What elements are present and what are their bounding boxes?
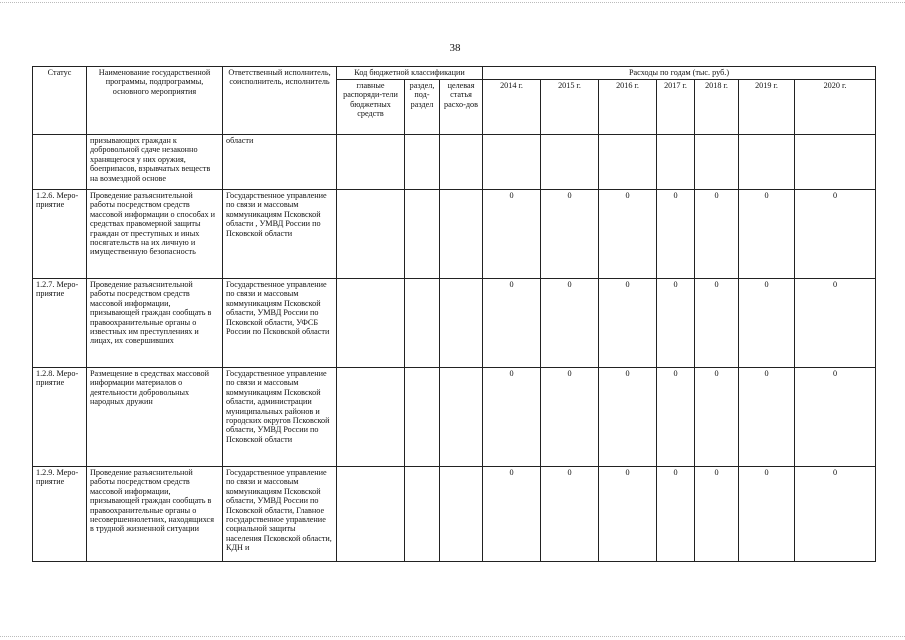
- value-cell: [483, 135, 541, 190]
- header-status: Статус: [33, 67, 87, 135]
- header-year: 2018 г.: [695, 80, 739, 135]
- header-name: Наименование государственной программы, подпрограммы, основного мероприятия: [87, 67, 223, 135]
- value-cell: 0: [739, 368, 795, 467]
- value-cell: [541, 135, 599, 190]
- header-section: раздел, под-раздел: [405, 80, 440, 135]
- status-cell: 1.2.6. Меро-приятие: [33, 190, 87, 279]
- value-cell: [795, 135, 876, 190]
- table-row: [33, 467, 876, 562]
- value-cell: 0: [541, 467, 599, 562]
- header-year: 2016 г.: [599, 80, 657, 135]
- budget-cell: [405, 135, 440, 190]
- table-row: [33, 190, 876, 279]
- budget-cell: [337, 467, 405, 562]
- value-cell: 0: [599, 190, 657, 279]
- value-cell: 0: [657, 467, 695, 562]
- value-cell: 0: [541, 190, 599, 279]
- value-cell: 0: [483, 279, 541, 368]
- table-row: [33, 368, 876, 467]
- value-cell: [599, 135, 657, 190]
- value-cell: 0: [599, 467, 657, 562]
- budget-cell: [405, 467, 440, 562]
- budget-cell: [405, 368, 440, 467]
- value-cell: 0: [599, 368, 657, 467]
- executor-cell: Государственное управление по связи и массовым коммуникациям Псковской области, УМВД России по Псковской области, Главное государственное управление социальной защиты населения Псковской области, КДН и: [223, 467, 337, 562]
- value-cell: 0: [739, 279, 795, 368]
- page-number: 38: [449, 42, 461, 54]
- table-row: [33, 279, 876, 368]
- value-cell: 0: [695, 368, 739, 467]
- scan-edge-bottom: [0, 636, 905, 637]
- budget-cell: [440, 135, 483, 190]
- value-cell: 0: [695, 467, 739, 562]
- value-cell: [695, 135, 739, 190]
- budget-table: [32, 66, 876, 562]
- status-cell: 1.2.8. Меро-приятие: [33, 368, 87, 467]
- header-target-item: целевая статья расхо-дов: [440, 80, 483, 135]
- value-cell: 0: [739, 467, 795, 562]
- value-cell: 0: [795, 279, 876, 368]
- header-main-managers: главные распоряди-тели бюджетных средств: [337, 80, 405, 135]
- value-cell: 0: [541, 279, 599, 368]
- budget-cell: [440, 368, 483, 467]
- value-cell: 0: [483, 368, 541, 467]
- budget-cell: [440, 190, 483, 279]
- scan-edge-top: [0, 2, 905, 3]
- name-cell: Проведение разъяснительной работы посредством средств массовой информации, призывающей граждан сообщать в правоохранительные органы о известных им преступлениях и лицах, их совершивших: [87, 279, 223, 368]
- executor-cell: области: [223, 135, 337, 190]
- table-row: [33, 135, 876, 190]
- header-year: 2017 г.: [657, 80, 695, 135]
- value-cell: 0: [739, 190, 795, 279]
- header-year: 2015 г.: [541, 80, 599, 135]
- name-cell: Размещение в средствах массовой информации материалов о деятельности добровольных народных дружин: [87, 368, 223, 467]
- budget-cell: [337, 190, 405, 279]
- status-cell: 1.2.7. Меро-приятие: [33, 279, 87, 368]
- value-cell: 0: [599, 279, 657, 368]
- value-cell: 0: [483, 467, 541, 562]
- executor-cell: Государственное управление по связи и массовым коммуникациям Псковской области , УМВД России по Псковской области: [223, 190, 337, 279]
- budget-cell: [440, 279, 483, 368]
- value-cell: 0: [541, 368, 599, 467]
- budget-cell: [337, 368, 405, 467]
- budget-cell: [337, 279, 405, 368]
- value-cell: [657, 135, 695, 190]
- executor-cell: Государственное управление по связи и массовым коммуникациям Псковской области, администрации муниципальных районов и городских округов Псковской области, УМВД России по Псковской области: [223, 368, 337, 467]
- value-cell: 0: [795, 190, 876, 279]
- header-year: 2019 г.: [739, 80, 795, 135]
- budget-cell: [440, 467, 483, 562]
- header-budget-code: Код бюджетной классификации: [337, 67, 483, 80]
- value-cell: 0: [657, 368, 695, 467]
- value-cell: 0: [657, 190, 695, 279]
- value-cell: 0: [795, 467, 876, 562]
- name-cell: Проведение разъяснительной работы посредством средств массовой информации о способах и средствах правомерной защиты граждан от преступных и иных посягательств на их личную и имущественную безопасность: [87, 190, 223, 279]
- name-cell: Проведение разъяснительной работы посредством средств массовой информации, призывающей граждан сообщать в правоохранительные органы о несовершеннолетних, находящихся в трудной жизненной ситуации: [87, 467, 223, 562]
- value-cell: 0: [795, 368, 876, 467]
- name-cell: призывающих граждан к добровольной сдаче незаконно хранящегося у них оружия, боеприпасов, взрывчатых веществ на возмездной основе: [87, 135, 223, 190]
- header-expenses: Расходы по годам (тыс. руб.): [483, 67, 876, 80]
- status-cell: [33, 135, 87, 190]
- value-cell: 0: [657, 279, 695, 368]
- header-executor: Ответственный исполнитель, соисполнитель, исполнитель: [223, 67, 337, 135]
- status-cell: 1.2.9. Меро-приятие: [33, 467, 87, 562]
- value-cell: 0: [695, 279, 739, 368]
- header-year: 2020 г.: [795, 80, 876, 135]
- value-cell: 0: [695, 190, 739, 279]
- budget-cell: [405, 279, 440, 368]
- budget-cell: [337, 135, 405, 190]
- header-year: 2014 г.: [483, 80, 541, 135]
- budget-cell: [405, 190, 440, 279]
- executor-cell: Государственное управление по связи и массовым коммуникациям Псковской области, УМВД России по Псковской области, УФСБ России по Псковской области: [223, 279, 337, 368]
- value-cell: [739, 135, 795, 190]
- value-cell: 0: [483, 190, 541, 279]
